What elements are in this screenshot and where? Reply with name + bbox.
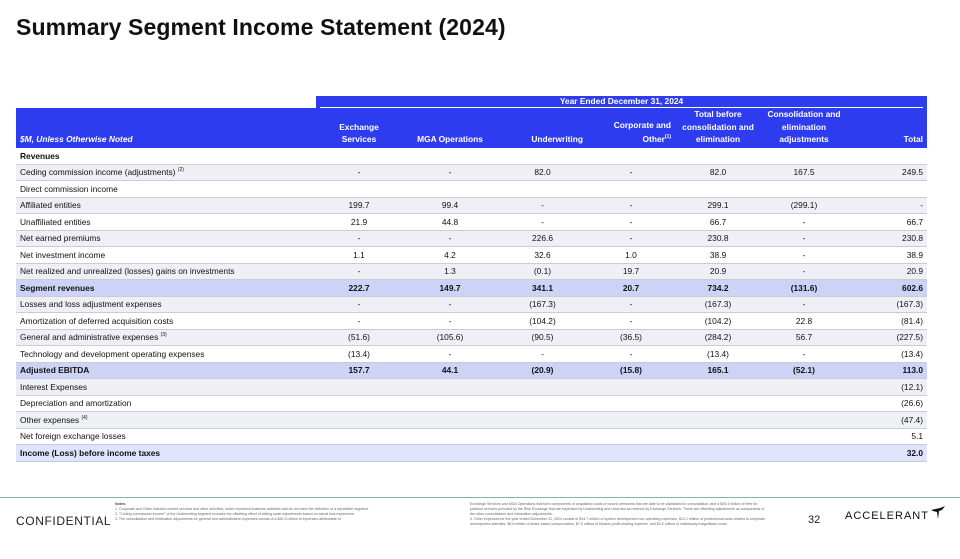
table-cell: (167.3) [847,296,927,313]
table-cell [761,379,847,396]
table-cell: 20.9 [675,263,761,280]
table-cell [316,412,402,429]
table-cell: 4.2 [402,247,498,264]
row-label: Net investment income [16,247,316,264]
table-cell [675,445,761,462]
col-header-total-before: Total before consolidation and elimination [675,108,761,148]
footnote: 1. Corporate and Other includes shared services and other activities, which represent business activities that do not meet the definition of a reportable segment. [115,507,369,511]
table-cell: - [587,214,675,231]
table-cell [402,181,498,198]
table-cell: 113.0 [847,362,927,379]
table-row [16,445,927,462]
table-cell [675,395,761,412]
segment-income-table [16,96,927,462]
table-cell: - [847,197,927,214]
col-header-consolidation: Consolidation and elimination adjustments [761,108,847,148]
table-cell: 602.6 [847,280,927,297]
table-cell: 21.9 [316,214,402,231]
footnotes-right [470,502,770,527]
table-row [16,247,927,264]
table-cell [498,428,587,445]
table-cell: 1.1 [316,247,402,264]
col-header-total: Total [847,108,927,148]
table-cell: 5.1 [847,428,927,445]
footnote: 3. The consolidation and elimination adjustments for general and administrative expenses consist of a $30.3 million of expenses attributable to [115,517,341,521]
table-cell: - [587,296,675,313]
table-cell [675,412,761,429]
table-cell: - [761,214,847,231]
table-row [16,379,927,396]
table-row [16,412,927,429]
table-row [16,395,927,412]
table-cell: (167.3) [675,296,761,313]
table-cell: 199.7 [316,197,402,214]
table-cell: - [761,296,847,313]
table-cell: (131.6) [761,280,847,297]
table-cell: (284.2) [675,329,761,346]
table-cell: - [761,263,847,280]
table-cell: - [316,263,402,280]
table-row [16,280,927,297]
table-cell: 20.9 [847,263,927,280]
table-cell: 44.1 [402,362,498,379]
table-cell: (26.6) [847,395,927,412]
table-cell [587,428,675,445]
table-cell [761,412,847,429]
table-row [16,329,927,346]
table-cell: 32.0 [847,445,927,462]
table-cell [498,181,587,198]
table-cell: 734.2 [675,280,761,297]
table-cell: 19.7 [587,263,675,280]
table-cell: (13.4) [847,346,927,363]
row-label: Affiliated entities [16,197,316,214]
table-row [16,313,927,330]
col-header-mga-operations: MGA Operations [402,108,498,148]
row-label: Revenues [16,148,316,165]
table-row [16,214,927,231]
table-cell: - [587,164,675,181]
table-cell: 157.7 [316,362,402,379]
table-cell: 249.5 [847,164,927,181]
table-cell [761,148,847,165]
row-label: Other expenses $^{(4)}$ [16,412,316,429]
table-cell: 1.3 [402,263,498,280]
table-row [16,263,927,280]
company-logo [845,510,946,522]
table-cell [761,428,847,445]
table-cell: 149.7 [402,280,498,297]
table-cell: - [402,296,498,313]
table-cell: - [761,230,847,247]
table-cell [675,379,761,396]
table-cell: 167.5 [761,164,847,181]
row-label: Segment revenues [16,280,316,297]
table-cell: - [761,247,847,264]
table-cell: 299.1 [675,197,761,214]
row-label: Losses and loss adjustment expenses [16,296,316,313]
table-cell: - [316,313,402,330]
table-cell [498,412,587,429]
col-header-underwriting: Underwriting [498,108,587,148]
row-label: Adjusted EBITDA [16,362,316,379]
table-cell: - [402,230,498,247]
table-cell [316,428,402,445]
col-header-exchange-services: Exchange Services [316,108,402,148]
table-cell [316,148,402,165]
page-number: 32 [808,514,821,526]
footnote: 2. "Ceding commission income" of the Underwriting segment includes the offsetting effect of sliding scale adjustments based on actual loss experience. [115,512,356,516]
row-label: Net realized and unrealized (losses) gains on investments [16,263,316,280]
table-cell [587,379,675,396]
table-cell: (105.6) [402,329,498,346]
row-label: Net earned premiums [16,230,316,247]
table-cell: 82.0 [675,164,761,181]
table-row [16,362,927,379]
table-cell [316,379,402,396]
table-cell [402,428,498,445]
table-cell: - [316,164,402,181]
period-header: Year Ended December 31, 2024 [316,96,927,108]
table-row [16,230,927,247]
table-cell: 99.4 [402,197,498,214]
table-cell [847,148,927,165]
page-title: Summary Segment Income Statement (2024) [16,14,506,40]
table-cell: (81.4) [847,313,927,330]
table-cell [675,428,761,445]
table-cell: (52.1) [761,362,847,379]
table-row [16,296,927,313]
table-cell: - [587,346,675,363]
table-cell [498,379,587,396]
table-row [16,428,927,445]
row-label: General and administrative expenses $^{(3)}$ [16,329,316,346]
table-cell [498,148,587,165]
table-cell: 1.0 [587,247,675,264]
table-row [16,148,927,165]
column-header-row [16,108,927,148]
table-cell: 165.1 [675,362,761,379]
row-label: Income (Loss) before income taxes [16,445,316,462]
table-cell: - [402,313,498,330]
table-cell: - [316,296,402,313]
table-cell: 38.9 [675,247,761,264]
footnote: Exchange Services and MGA Operations that form components of acquisition costs of issued premiums that are able to be capitalized in consolidation, and a $26.4 million of fees for platform services provided by the Risk Exchange that are expensed by Underwriting and recorded as revenue by Exchange Services. These are offsetting adjustments as components of the other consolidation and elimination adjustments. [470,502,765,516]
table-cell: - [402,346,498,363]
table-cell [587,412,675,429]
row-label: Interest Expenses [16,379,316,396]
table-cell: 38.9 [847,247,927,264]
table-cell [761,445,847,462]
table-cell: 82.0 [498,164,587,181]
table-cell [761,181,847,198]
table-cell: (227.5) [847,329,927,346]
row-label: Ceding commission income (adjustments) $^{(2)}$ [16,164,316,181]
table-cell: (13.4) [675,346,761,363]
table-cell: (0.1) [498,263,587,280]
row-label: Amortization of deferred acquisition costs [16,313,316,330]
table-cell [847,181,927,198]
table-cell: - [402,164,498,181]
row-label: Unaffiliated entities [16,214,316,231]
table-cell [587,445,675,462]
units-label: $M, Unless Otherwise Noted [16,108,316,148]
footnote: 4. Other expenses for the year ended December 31, 2024 consist of $14.7 million of system development non-operating expenses, $13.1 million of professional costs related to corporate development activities, $6.8 million of share-based compensation, $7.0 million of Mission profit-sharing expense, and $4.2 million of individually insignificant costs. [470,517,766,526]
table-cell [675,181,761,198]
table-cell: (299.1) [761,197,847,214]
table-row [16,164,927,181]
table-cell: (167.3) [498,296,587,313]
table-cell: (20.9) [498,362,587,379]
table-cell: (51.6) [316,329,402,346]
table-cell: (12.1) [847,379,927,396]
table-cell [316,181,402,198]
table-cell: 66.7 [847,214,927,231]
table-row [16,181,927,198]
table-cell [587,181,675,198]
table-cell: (90.5) [498,329,587,346]
table-cell: 341.1 [498,280,587,297]
table-cell: (13.4) [316,346,402,363]
table-cell: 44.8 [402,214,498,231]
table-cell: 230.8 [675,230,761,247]
table-cell: 222.7 [316,280,402,297]
row-label: Technology and development operating expenses [16,346,316,363]
table-cell: (104.2) [675,313,761,330]
table-cell [675,148,761,165]
table-cell: (36.5) [587,329,675,346]
table-cell: (47.4) [847,412,927,429]
table-row [16,197,927,214]
table-cell [587,395,675,412]
table-cell: 20.7 [587,280,675,297]
table-cell [402,412,498,429]
table-cell: - [587,230,675,247]
table-cell: (15.8) [587,362,675,379]
table-cell: - [587,313,675,330]
bird-icon [930,506,946,520]
table-cell [498,445,587,462]
footer [0,497,960,559]
row-label: Net foreign exchange losses [16,428,316,445]
table-cell: 230.8 [847,230,927,247]
table-cell: - [316,230,402,247]
table-cell [761,395,847,412]
table-cell [498,395,587,412]
table-cell [402,379,498,396]
logo-text: ACCELERANT [845,510,929,522]
footnotes-left [115,502,440,522]
row-label: Depreciation and amortization [16,395,316,412]
table-cell: - [498,346,587,363]
table-cell: - [587,197,675,214]
table-cell [316,395,402,412]
table-cell: - [498,197,587,214]
table-cell [402,148,498,165]
notes-heading: Notes: [115,502,127,506]
table-cell: - [761,346,847,363]
table-cell [316,445,402,462]
table-cell: - [498,214,587,231]
table-cell: (104.2) [498,313,587,330]
table-cell: 56.7 [761,329,847,346]
table-cell: 226.6 [498,230,587,247]
table-cell [587,148,675,165]
row-label: Direct commission income [16,181,316,198]
table-cell: 32.6 [498,247,587,264]
table-cell: 66.7 [675,214,761,231]
table-cell [402,445,498,462]
confidential-label: CONFIDENTIAL [16,514,112,528]
table-cell [402,395,498,412]
col-header-corporate-other: Corporate and Other$^{(1)}$ [587,108,675,148]
table-cell: 22.8 [761,313,847,330]
table-row [16,346,927,363]
